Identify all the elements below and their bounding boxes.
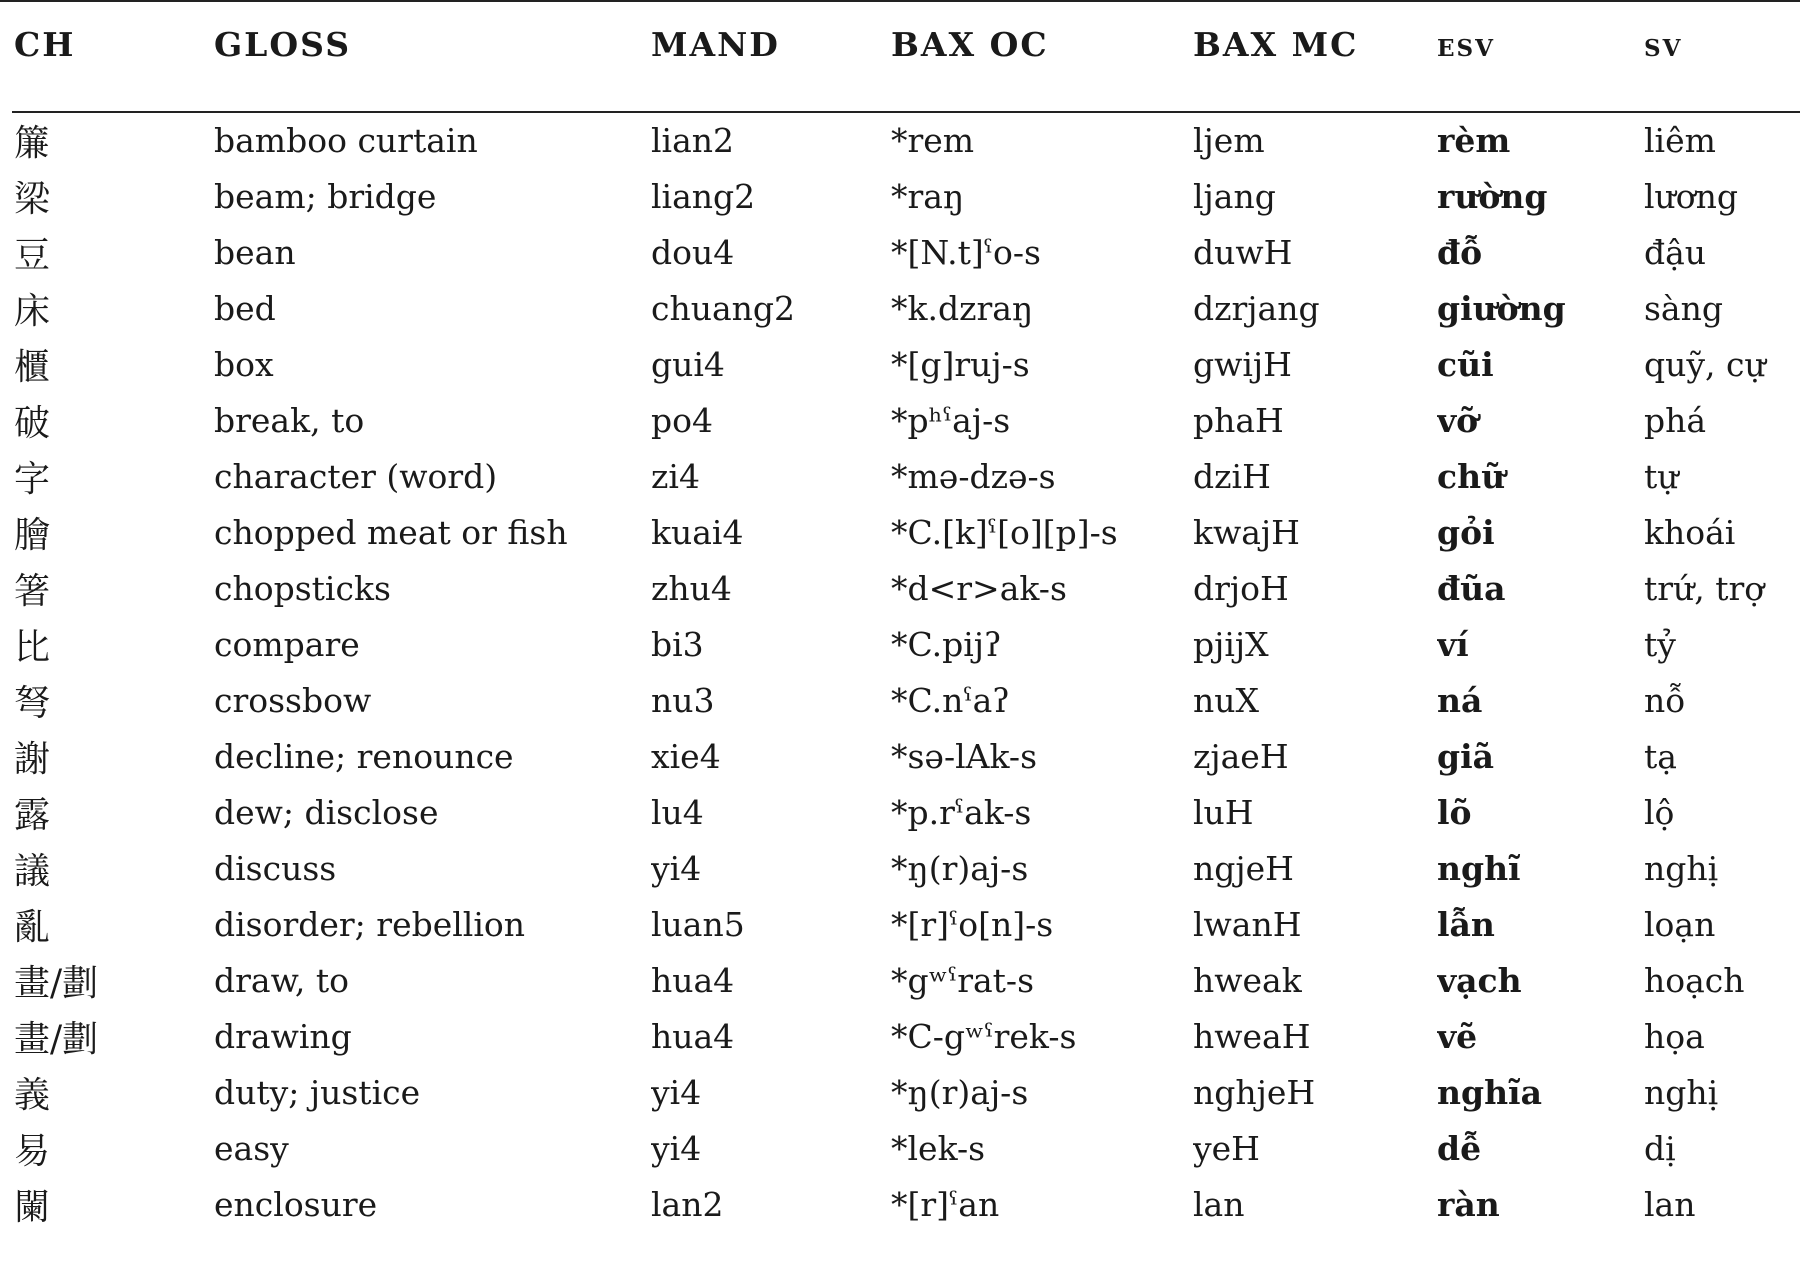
- cell-gloss: bed: [214, 288, 276, 328]
- cell-esv: giã: [1437, 736, 1494, 776]
- cell-mand: nu3: [651, 680, 715, 720]
- cell-bax-mc: dzrjang: [1193, 288, 1320, 328]
- cell-bax-mc: nghjeH: [1193, 1072, 1316, 1112]
- cell-bax-mc: zjaeH: [1193, 736, 1289, 776]
- cell-sv: khoái: [1644, 512, 1736, 552]
- cell-esv: rường: [1437, 176, 1548, 216]
- cell-esv: nghĩa: [1437, 1072, 1542, 1112]
- cell-gloss: drawing: [214, 1016, 352, 1056]
- table-header-row: [14, 0, 1800, 88]
- table-row: [14, 616, 1800, 672]
- table-row: [14, 448, 1800, 504]
- cell-bax-oc: *p.rˤak-s: [891, 792, 1032, 832]
- cell-bax-mc: kwajH: [1193, 512, 1300, 552]
- cell-gloss: box: [214, 344, 274, 384]
- cell-sv: tự: [1644, 456, 1679, 496]
- cell-bax-mc: ljang: [1193, 176, 1276, 216]
- cell-esv: lẫn: [1437, 904, 1495, 944]
- cell-mand: chuang2: [651, 288, 796, 328]
- header-sv: sv: [1644, 24, 1683, 64]
- cell-mand: gui4: [651, 344, 725, 384]
- cell-esv: đũa: [1437, 568, 1506, 608]
- cell-bax-oc: *[N.t]ˤo-s: [891, 232, 1041, 272]
- cell-ch: 床: [14, 290, 51, 332]
- cell-bax-mc: pjijX: [1193, 624, 1269, 664]
- cell-ch: 義: [14, 1074, 51, 1116]
- cell-mand: liang2: [651, 176, 756, 216]
- cell-sv: lương: [1644, 176, 1739, 216]
- cell-sv: hoạch: [1644, 960, 1745, 1000]
- cell-bax-oc: *sə-lAk-s: [891, 736, 1038, 776]
- table-row: [14, 504, 1800, 560]
- table-row: [14, 224, 1800, 280]
- table-row: [14, 728, 1800, 784]
- cell-bax-mc: lwanH: [1193, 904, 1302, 944]
- cell-gloss: compare: [214, 624, 360, 664]
- vocabulary-table: [14, 0, 1800, 1232]
- cell-bax-mc: hweak: [1193, 960, 1302, 1000]
- cell-ch: 膾: [14, 514, 51, 556]
- cell-bax-oc: *k.dzraŋ: [891, 288, 1034, 328]
- cell-mand: luan5: [651, 904, 745, 944]
- cell-gloss: beam; bridge: [214, 176, 437, 216]
- table-row: [14, 560, 1800, 616]
- cell-ch: 議: [14, 850, 51, 892]
- cell-ch: 簾: [14, 122, 51, 164]
- cell-gloss: dew; disclose: [214, 792, 439, 832]
- cell-bax-mc: lan: [1193, 1184, 1245, 1224]
- cell-esv: cũi: [1437, 344, 1494, 384]
- cell-sv: nghị: [1644, 1072, 1719, 1112]
- header-gloss: GLOSS: [214, 24, 352, 64]
- cell-sv: đậu: [1644, 232, 1707, 272]
- cell-bax-mc: ngjeH: [1193, 848, 1294, 888]
- table-row: [14, 1064, 1800, 1120]
- cell-ch: 畫/劃: [14, 1018, 99, 1060]
- cell-sv: họa: [1644, 1016, 1705, 1056]
- cell-ch: 比: [14, 626, 51, 668]
- cell-esv: lõ: [1437, 792, 1472, 832]
- table-row: [14, 280, 1800, 336]
- cell-mand: zhu4: [651, 568, 732, 608]
- cell-esv: ná: [1437, 680, 1483, 720]
- cell-ch: 豆: [14, 234, 51, 276]
- cell-sv: tỷ: [1644, 624, 1676, 664]
- table-row: [14, 336, 1800, 392]
- cell-bax-mc: ljem: [1193, 120, 1265, 160]
- table-row: [14, 1008, 1800, 1064]
- cell-bax-oc: *raŋ: [891, 176, 965, 216]
- cell-sv: dị: [1644, 1128, 1676, 1168]
- cell-mand: dou4: [651, 232, 735, 272]
- cell-bax-oc: *[r]ˤo[n]-s: [891, 904, 1054, 944]
- table-row: [14, 784, 1800, 840]
- cell-gloss: break, to: [214, 400, 365, 440]
- cell-bax-mc: drjoH: [1193, 568, 1289, 608]
- cell-bax-oc: *C-gʷˤrek-s: [891, 1016, 1077, 1056]
- cell-ch: 謝: [14, 738, 51, 780]
- cell-esv: nghĩ: [1437, 848, 1521, 888]
- cell-gloss: disorder; rebellion: [214, 904, 526, 944]
- cell-gloss: character (word): [214, 456, 498, 496]
- cell-esv: chữ: [1437, 456, 1506, 496]
- table-row: [14, 1120, 1800, 1176]
- cell-mand: lian2: [651, 120, 735, 160]
- cell-esv: vỡ: [1437, 400, 1479, 440]
- cell-mand: yi4: [651, 1128, 702, 1168]
- cell-gloss: draw, to: [214, 960, 350, 1000]
- cell-bax-mc: gwijH: [1193, 344, 1292, 384]
- cell-esv: ví: [1437, 624, 1469, 664]
- table-body: [14, 112, 1800, 1232]
- cell-bax-mc: dziH: [1193, 456, 1271, 496]
- cell-sv: quỹ, cự: [1644, 344, 1766, 384]
- cell-bax-oc: *gʷˤrat-s: [891, 960, 1035, 1000]
- cell-sv: lộ: [1644, 792, 1675, 832]
- cell-mand: lu4: [651, 792, 704, 832]
- cell-sv: sàng: [1644, 288, 1723, 328]
- cell-bax-mc: nuX: [1193, 680, 1259, 720]
- cell-esv: đỗ: [1437, 232, 1483, 272]
- cell-bax-mc: hweaH: [1193, 1016, 1311, 1056]
- cell-gloss: chopsticks: [214, 568, 391, 608]
- table-row: [14, 840, 1800, 896]
- cell-bax-oc: *[g]ruj-s: [891, 344, 1030, 384]
- cell-sv: nỗ: [1644, 680, 1686, 720]
- header-esv: esv: [1437, 24, 1495, 64]
- cell-ch: 字: [14, 458, 51, 500]
- cell-sv: liêm: [1644, 120, 1716, 160]
- cell-gloss: bamboo curtain: [214, 120, 478, 160]
- cell-gloss: enclosure: [214, 1184, 378, 1224]
- cell-mand: po4: [651, 400, 713, 440]
- cell-bax-oc: *rem: [891, 120, 975, 160]
- cell-gloss: discuss: [214, 848, 337, 888]
- cell-esv: vạch: [1437, 960, 1522, 1000]
- cell-esv: giường: [1437, 288, 1566, 328]
- cell-mand: yi4: [651, 1072, 702, 1112]
- cell-sv: phá: [1644, 400, 1707, 440]
- cell-sv: lan: [1644, 1184, 1696, 1224]
- cell-ch: 破: [14, 402, 51, 444]
- table-row: [14, 1176, 1800, 1232]
- table-row: [14, 168, 1800, 224]
- cell-ch: 箸: [14, 570, 51, 612]
- cell-mand: zi4: [651, 456, 700, 496]
- cell-bax-oc: *d<r>ak-s: [891, 568, 1067, 608]
- cell-gloss: bean: [214, 232, 296, 272]
- cell-sv: loạn: [1644, 904, 1716, 944]
- cell-gloss: crossbow: [214, 680, 372, 720]
- cell-mand: kuai4: [651, 512, 744, 552]
- cell-bax-mc: yeH: [1193, 1128, 1260, 1168]
- cell-esv: dễ: [1437, 1128, 1482, 1168]
- cell-bax-oc: *lek-s: [891, 1128, 986, 1168]
- cell-ch: 畫/劃: [14, 962, 99, 1004]
- cell-mand: lan2: [651, 1184, 724, 1224]
- cell-ch: 露: [14, 794, 51, 836]
- cell-bax-oc: *pʰˤaj-s: [891, 400, 1011, 440]
- cell-mand: yi4: [651, 848, 702, 888]
- cell-bax-oc: *C.nˤaʔ: [891, 680, 1010, 720]
- table-row: [14, 392, 1800, 448]
- table-row: [14, 672, 1800, 728]
- cell-bax-oc: *ŋ(r)aj-s: [891, 1072, 1029, 1112]
- cell-mand: xie4: [651, 736, 721, 776]
- table-row: [14, 112, 1800, 168]
- cell-ch: 梁: [14, 178, 51, 220]
- cell-bax-mc: duwH: [1193, 232, 1293, 272]
- cell-bax-oc: *mə-dzə-s: [891, 456, 1056, 496]
- header-bax-mc: BAX MC: [1193, 24, 1359, 64]
- cell-ch: 闌: [14, 1186, 51, 1228]
- cell-mand: hua4: [651, 1016, 735, 1056]
- cell-gloss: chopped meat or fish: [214, 512, 568, 552]
- cell-ch: 櫃: [14, 346, 51, 388]
- cell-gloss: easy: [214, 1128, 289, 1168]
- cell-esv: gỏi: [1437, 512, 1495, 552]
- table-row: [14, 896, 1800, 952]
- cell-ch: 易: [14, 1130, 51, 1172]
- cell-bax-oc: *[r]ˤan: [891, 1184, 1000, 1224]
- cell-gloss: decline; renounce: [214, 736, 514, 776]
- header-ch: CH: [14, 24, 76, 64]
- cell-sv: trứ, trợ: [1644, 568, 1765, 608]
- cell-bax-oc: *C.[k]ˤ[o][p]-s: [891, 512, 1118, 552]
- cell-sv: nghị: [1644, 848, 1719, 888]
- cell-bax-oc: *C.pijʔ: [891, 624, 1002, 664]
- cell-ch: 弩: [14, 682, 51, 724]
- cell-gloss: duty; justice: [214, 1072, 421, 1112]
- header-mand: MAND: [651, 24, 780, 64]
- cell-esv: ràn: [1437, 1184, 1500, 1224]
- header-bax-oc: BAX OC: [891, 24, 1049, 64]
- cell-esv: rèm: [1437, 120, 1511, 160]
- cell-ch: 亂: [14, 906, 51, 948]
- table-row: [14, 952, 1800, 1008]
- cell-mand: hua4: [651, 960, 735, 1000]
- cell-bax-oc: *ŋ(r)aj-s: [891, 848, 1029, 888]
- cell-esv: vẽ: [1437, 1016, 1478, 1056]
- cell-sv: tạ: [1644, 736, 1677, 776]
- cell-bax-mc: luH: [1193, 792, 1254, 832]
- cell-bax-mc: phaH: [1193, 400, 1284, 440]
- cell-mand: bi3: [651, 624, 704, 664]
